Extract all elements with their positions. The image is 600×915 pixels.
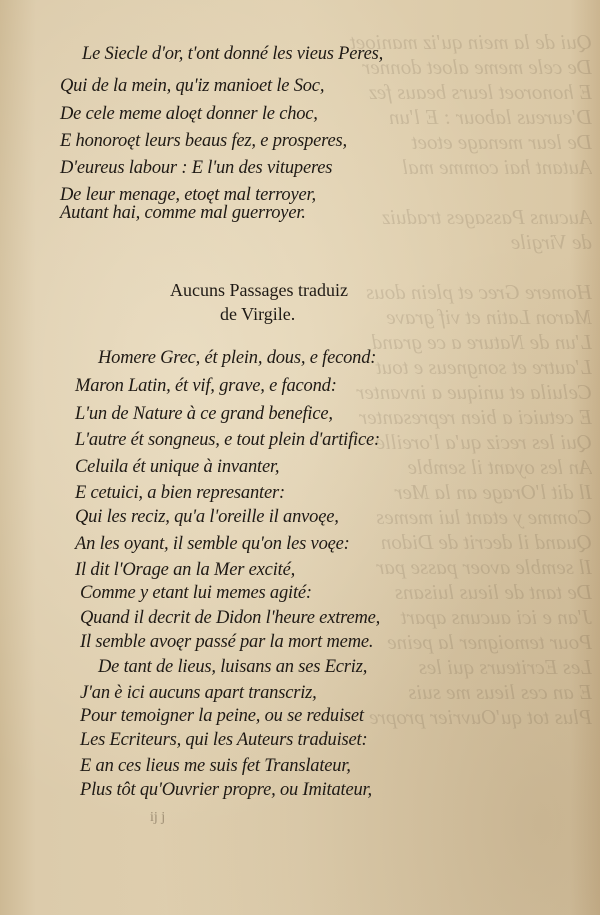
stanza2-line: Les Ecriteurs, qui les Auteurs traduiset:	[80, 730, 368, 750]
stanza1-line: Le Siecle d'or, t'ont donné les vieus Peres,	[82, 44, 384, 64]
section-heading: Aucuns Passages traduiz	[170, 280, 348, 300]
stanza2-line: E an ces lieus me suis fet Translateur,	[80, 756, 351, 776]
page-signature-mark: ij j	[150, 810, 166, 825]
stanza2-line: E cetuici, a bien represanter:	[75, 483, 285, 503]
stanza2-line: Qui les reciz, qu'a l'oreille il anvoęe,	[75, 507, 339, 527]
show-through-text: Qui de la mein qu'iz manioet De cele meme aloet donner E honoroet leurs beaus fez D'eureus labour : E l'un De leur menage etoet Autant hai comme mal Aucuns Passages traduiz de Virgile Homere Grec et plein dous Maron Latin et vif grave L'un de Nature a ce grand L'autre et songneus e tout Celuila et unique a invanter E cetuici a bien represanter Qui les reciz qu'a l'oreille An les oyant il semble Il dit l'Orage an la Mer Comme y etant lui memes Quand il decrit de Didon Il semble avoer passe par De tant de lieus luisans J'an e ici aucuns apart Pour temoigner la peine Les Ecriteurs qui les E an ces lieus me suis Plus tot qu'Ouvrier propre	[350, 30, 592, 729]
stanza2-line: Maron Latin, ét vif, grave, e facond:	[75, 376, 337, 396]
stanza2-line: Il semble avoęr passé par la mort meme.	[80, 632, 374, 652]
stanza1-line: Autant hai, comme mal guerroyer.	[60, 203, 306, 223]
stanza1-line: De leur menage, etoęt mal terroyer,	[60, 185, 316, 205]
stanza2-line: Celuila ét unique à invanter,	[75, 457, 280, 477]
stanza2-line: De tant de lieus, luisans an ses Ecriz,	[98, 657, 368, 677]
stanza1-line: Qui de la mein, qu'iz manioet le Soc,	[60, 76, 325, 96]
stanza2-line: Comme y etant lui memes agité:	[80, 583, 312, 603]
stanza2-line: L'un de Nature à ce grand benefice,	[75, 404, 333, 424]
stanza2-line: An les oyant, il semble qu'on les voęe:	[75, 534, 350, 554]
stanza2-line: L'autre ét songneus, e tout plein d'artifice:	[75, 430, 380, 450]
stanza2-line: Plus tôt qu'Ouvrier propre, ou Imitateur,	[80, 780, 372, 800]
stanza2-line: J'an è ici aucuns apart transcriz,	[80, 683, 317, 703]
stanza2-line: Il dit l'Orage an la Mer excité,	[75, 560, 296, 580]
stanza2-line: Quand il decrit de Didon l'heure extreme,	[80, 608, 381, 628]
section-heading-sub: de Virgile.	[220, 304, 296, 324]
stanza2-line: Pour temoigner la peine, ou se reduiset	[80, 706, 364, 726]
stanza1-line: E honoroęt leurs beaus fez, e prosperes,	[60, 131, 347, 151]
stanza1-line: De cele meme aloęt donner le choc,	[60, 104, 318, 124]
stanza1-line: D'eureus labour : E l'un des vituperes	[60, 158, 333, 178]
stanza2-line: Homere Grec, ét plein, dous, e fecond:	[98, 348, 377, 368]
